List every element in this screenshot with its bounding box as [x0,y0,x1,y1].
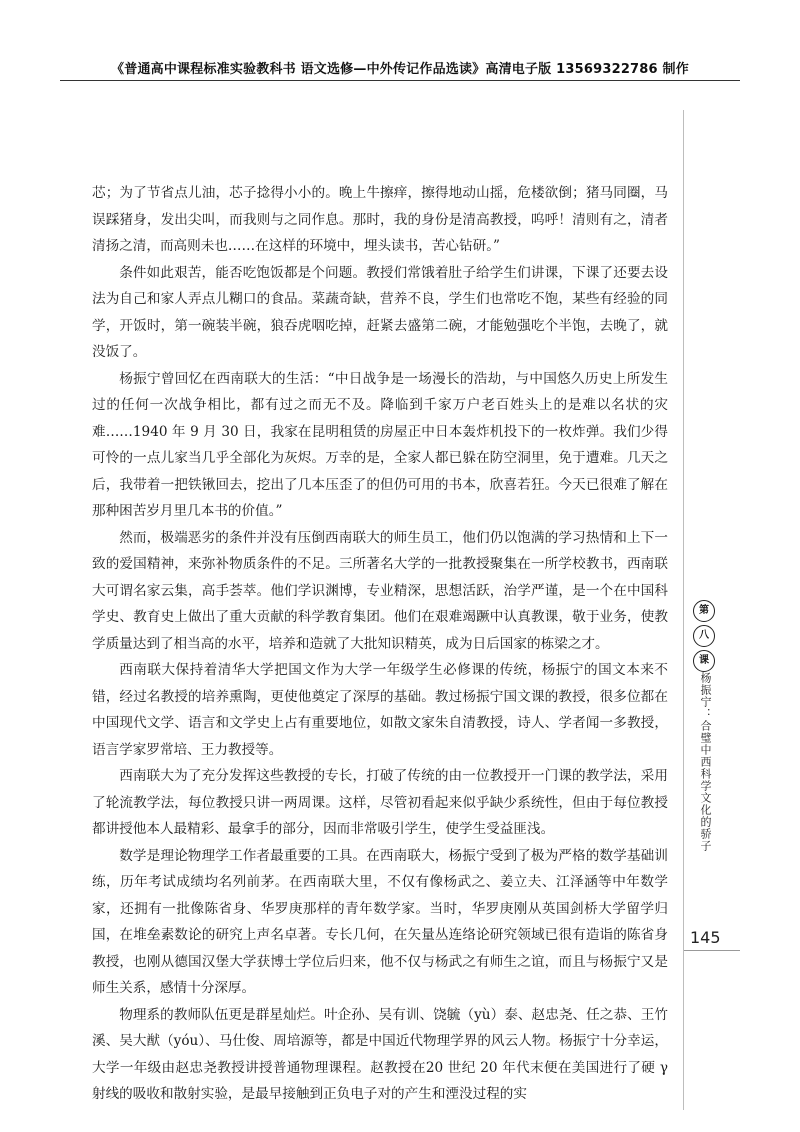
paragraph-1: 芯；为了节省点儿油，芯子捻得小小的。晚上牛擦痒，擦得地动山摇，危楼欲倒；猪马同圈，马误踩猪身，发出尖叫，而我则与之同作息。那时，我的身份是清高教授，呜呼！清则有之，清者清扬之清，而高则未也……在这样的环境中，埋头读书，苦心钻研。” [92,185,668,254]
paragraph-2: 条件如此艰苦，能否吃饱饭都是个问题。教授们常饿着肚子给学生们讲课，下课了还要去设法为自己和家人弄点儿糊口的食品。菜蔬奇缺，营养不良，学生们也常吃不饱，某些有经验的同学，开饭时，第一碗装半碗，狼吞虎咽吃掉，赶紧去盛第二碗，才能勉强吃个半饱，去晚了，就没饭了。 [92,264,668,360]
lesson-badge-char-1: 第 [693,600,715,622]
header-rule [60,80,740,81]
lesson-badge-char-2: 八 [693,625,715,647]
body-text [92,180,668,1108]
margin-rule [683,110,684,1110]
paragraph-7: 数学是理论物理学工作者最重要的工具。在西南联大，杨振宁受到了极为严格的数学基础训练，历年考试成绩均名列前茅。在西南联大里，不仅有像杨武之、姜立夫、江泽涵等中年数学家，还拥有一批像陈省身、华罗庚那样的青年数学家。当时，华罗庚刚从英国剑桥大学留学归国，在堆垒素数论的研究上声名卓著。专长几何，在矢量丛连络论研究领域已很有造诣的陈省身教授，也刚从德国汉堡大学获博士学位后归来，他不仅与杨武之有师生之谊，而且与杨振宁又是师生关系，感情十分深厚。 [92,847,668,996]
paragraph-3: 杨振宁曾回忆在西南联大的生活：“中日战争是一场漫长的浩劫，与中国悠久历史上所发生过的任何一次战争相比，都有过之而无不及。降临到千家万户老百姓头上的是难以名状的灾难……1940 年 9 月 30 日，我家在昆明租赁的房屋正中日本轰炸机投下的一枚炸弹。我们少得可怜的一点儿家当几乎全部化为灰烬。万幸的是，全家人都已躲在防空洞里，免于遭难。几天之后，我带着一把铁锹回去，挖出了几本压歪了的但仍可用的书本，欣喜若狂。今天已很难了解在那种困苦岁月里几本书的价值。” [92,370,668,519]
paragraph-5: 西南联大保持着清华大学把国文作为大学一年级学生必修课的传统，杨振宁的国文本来不错，经过名教授的培养熏陶，更使他奠定了深厚的基础。教过杨振宁国文课的教授，很多位都在中国现代文学、语言和文学史上占有重要地位，如散文家朱自清教授，诗人、学者闻一多教授，语言学家罗常培、王力教授等。 [92,662,668,758]
running-header: 《普通高中课程标准实验教科书 语文选修—中外传记作品选读》高清电子版 13569322786 制作 [111,62,689,77]
page-number: 145 [690,928,721,947]
paragraph-4: 然而，极端恶劣的条件并没有压倒西南联大的师生员工，他们仍以饱满的学习热情和上下一致的爱国精神，来弥补物质条件的不足。三所著名大学的一批教授聚集在一所学校教书，西南联大可谓名家云集，高手荟萃。他们学识渊博，专业精深，思想活跃，治学严谨，是一个在中国科学史、教育史上做出了重大贡献的科学教育集团。他们在艰难竭蹶中认真教课，敬于业务，使教学质量达到了相当高的水平，培养和造就了大批知识精英，成为日后国家的栋梁之才。 [92,529,668,652]
paragraph-8: 物理系的教师队伍更是群星灿烂。叶企孙、吴有训、饶毓（yù）泰、赵忠尧、任之恭、王竹溪、吴大猷（yóu）、马仕俊、周培源等，都是中国近代物理学界的风云人物。杨振宁十分幸运，大学一年级由赵忠尧教授讲授普通物理课程。赵教授在20 世纪 20 年代末便在美国进行了硬 γ 射线的吸收和散射实验，是最早接触到正负电子对的产生和湮没过程的实 [92,1006,668,1102]
lesson-title: 杨振宁：合璧中西科学文化的骄子 [699,672,712,852]
page-number-rule [684,950,740,951]
lesson-badge-char-3: 课 [693,650,715,672]
lesson-badge [693,600,715,675]
paragraph-6: 西南联大为了充分发挥这些教授的专长，打破了传统的由一位教授开一门课的教学法，采用了轮流教学法，每位教授只讲一两周课。这样，尽管初看起来似乎缺少系统性，但由于每位教授都讲授他本人最精彩、最拿手的部分，因而非常吸引学生，使学生受益匪浅。 [92,768,668,837]
